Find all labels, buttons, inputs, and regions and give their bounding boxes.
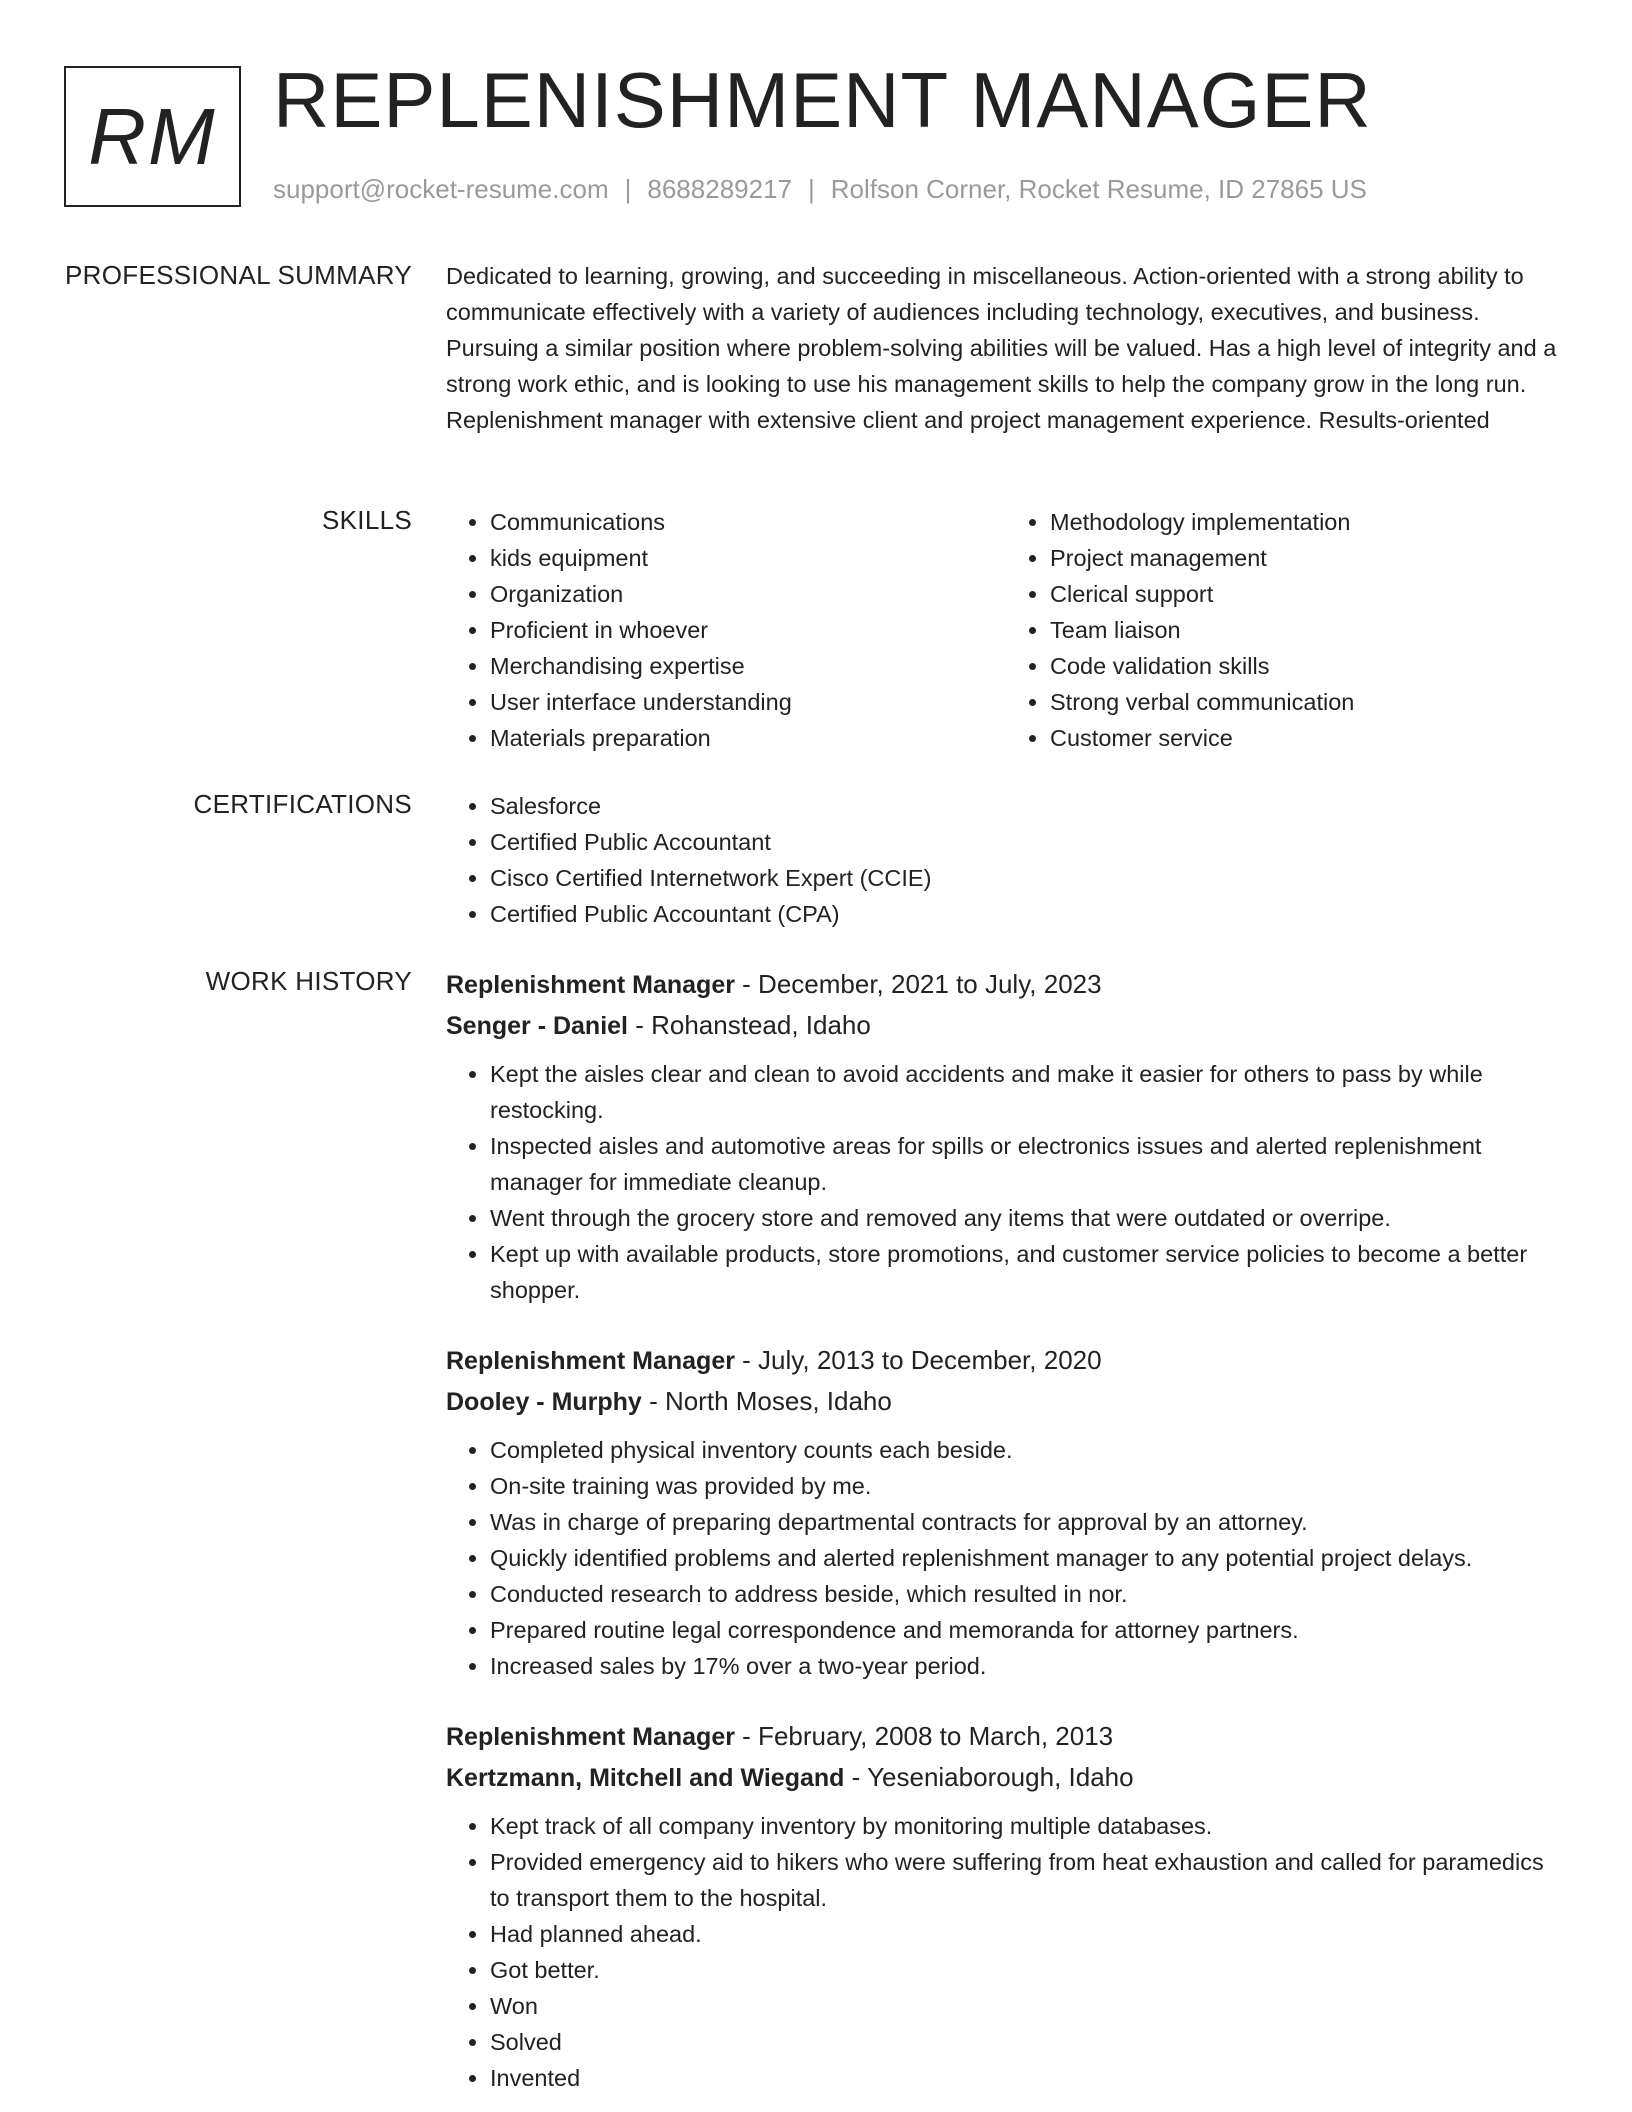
job-bullet-item: • Got better. (490, 1952, 1566, 1988)
job-bullets (446, 1056, 1566, 1308)
job-dates: - July, 2013 to December, 2020 (734, 1345, 1102, 1375)
skill-item: • Methodology implementation (1050, 504, 1566, 540)
job-bullet-item: • Kept up with available products, store promotions, and customer service policies to become a better shopper. (490, 1236, 1566, 1308)
resume-title: REPLENISHMENT MANAGER (273, 56, 1372, 144)
job-bullet-item: • Was in charge of preparing departmental contracts for approval by an attorney. (490, 1504, 1566, 1540)
skill-item: • Team liaison (1050, 612, 1566, 648)
summary-text: Dedicated to learning, growing, and succeeding in miscellaneous. Action-oriented with a strong ability to communicate effectively with a variety of audiences including technology, executives, and business. Pursuing a similar position where problem-solving abilities will be valued. Has a high level of integrity and a strong work ethic, and is looking to use his management skills to help the company grow in the long run. Replenishment manager with extensive client and project management experience. Results-oriented (446, 263, 1557, 433)
contact-separator: | (808, 174, 815, 204)
job-bullet-item: • Conducted research to address beside, which resulted in nor. (490, 1576, 1566, 1612)
job-bullet-item: • Provided emergency aid to hikers who were suffering from heat exhaustion and called for paramedics to transport them to the hospital. (490, 1844, 1566, 1916)
skill-item: • Communications (490, 504, 1006, 540)
job-entry-2 (446, 1340, 1566, 1684)
skill-item: • Customer service (1050, 720, 1566, 756)
job-title: Replenishment Manager (446, 971, 735, 999)
skill-item: • Materials preparation (490, 720, 1006, 756)
job-location: - Yeseniaborough, Idaho (844, 1762, 1134, 1792)
job-bullet-item: • Kept the aisles clear and clean to avoid accidents and make it easier for others to pass by while restocking. (490, 1056, 1566, 1128)
contact-phone[interactable]: 8688289217 (647, 174, 792, 204)
skills-list (446, 504, 1566, 756)
certification-item: • Certified Public Accountant (490, 824, 1566, 860)
skills-column-right (1006, 504, 1566, 756)
job-entry-1 (446, 964, 1566, 1308)
job-bullet-item: • Inspected aisles and automotive areas for spills or electronics issues and alerted replenishment manager for immediate cleanup. (490, 1128, 1566, 1200)
contact-line (273, 174, 1367, 205)
job-title-line (446, 1716, 1566, 1757)
job-bullet-item: • Kept track of all company inventory by monitoring multiple databases. (490, 1808, 1566, 1844)
contact-address: Rolfson Corner, Rocket Resume, ID 27865 US (830, 174, 1367, 204)
job-location: - North Moses, Idaho (641, 1386, 892, 1416)
job-title-line (446, 964, 1566, 1005)
contact-separator: | (624, 174, 632, 204)
job-company-line (446, 1005, 1566, 1046)
skill-item: • Proficient in whoever (490, 612, 1006, 648)
certification-item: • Cisco Certified Internetwork Expert (CCIE) (490, 860, 1566, 896)
job-company: Kertzmann, Mitchell and Wiegand (446, 1764, 845, 1792)
skill-item: • Clerical support (1050, 576, 1566, 612)
section-label-skills: SKILLS (322, 505, 412, 535)
contact-email[interactable]: support@rocket-resume.com (273, 174, 609, 204)
job-company-line (446, 1381, 1566, 1422)
certifications-list (446, 788, 1566, 932)
skills-column-left (446, 504, 1006, 756)
skill-item: • Organization (490, 576, 1006, 612)
job-bullet-item: • Invented (490, 2060, 1566, 2096)
job-company-line (446, 1757, 1566, 1798)
certifications-list-wrap (446, 788, 1566, 932)
job-bullet-item: • Went through the grocery store and removed any items that were outdated or overripe. (490, 1200, 1566, 1236)
job-bullets (446, 1808, 1566, 2096)
job-bullet-item: • On-site training was provided by me. (490, 1468, 1566, 1504)
skill-item: • kids equipment (490, 540, 1006, 576)
job-bullet-item: • Completed physical inventory counts each beside. (490, 1432, 1566, 1468)
section-label-work-history: WORK HISTORY (205, 966, 412, 996)
job-bullets (446, 1432, 1566, 1684)
job-dates: - December, 2021 to July, 2023 (734, 969, 1102, 999)
section-label-summary: PROFESSIONAL SUMMARY (65, 260, 412, 290)
job-title: Replenishment Manager (446, 1347, 735, 1375)
job-bullet-item: • Prepared routine legal correspondence and memoranda for attorney partners. (490, 1612, 1566, 1648)
job-title-line (446, 1340, 1566, 1381)
job-company: Senger - Daniel (446, 1012, 628, 1040)
skill-item: • Merchandising expertise (490, 648, 1006, 684)
job-company: Dooley - Murphy (446, 1388, 642, 1416)
job-bullet-item: • Solved (490, 2024, 1566, 2060)
job-dates: - February, 2008 to March, 2013 (734, 1721, 1114, 1751)
certification-item: • Salesforce (490, 788, 1566, 824)
job-bullet-item: • Had planned ahead. (490, 1916, 1566, 1952)
skill-item: • User interface understanding (490, 684, 1006, 720)
skill-item: • Strong verbal communication (1050, 684, 1566, 720)
job-bullet-item: • Won (490, 1988, 1566, 2024)
monogram-logo: RM (64, 66, 241, 207)
job-bullet-item: • Increased sales by 17% over a two-year period. (490, 1648, 1566, 1684)
certification-item: • Certified Public Accountant (CPA) (490, 896, 1566, 932)
job-title: Replenishment Manager (446, 1723, 735, 1751)
job-location: - Rohanstead, Idaho (628, 1010, 871, 1040)
skill-item: • Code validation skills (1050, 648, 1566, 684)
skill-item: • Project management (1050, 540, 1566, 576)
section-label-certifications: CERTIFICATIONS (193, 789, 412, 819)
job-bullet-item: • Quickly identified problems and alerted replenishment manager to any potential project delays. (490, 1540, 1566, 1576)
job-entry-3 (446, 1716, 1566, 2096)
